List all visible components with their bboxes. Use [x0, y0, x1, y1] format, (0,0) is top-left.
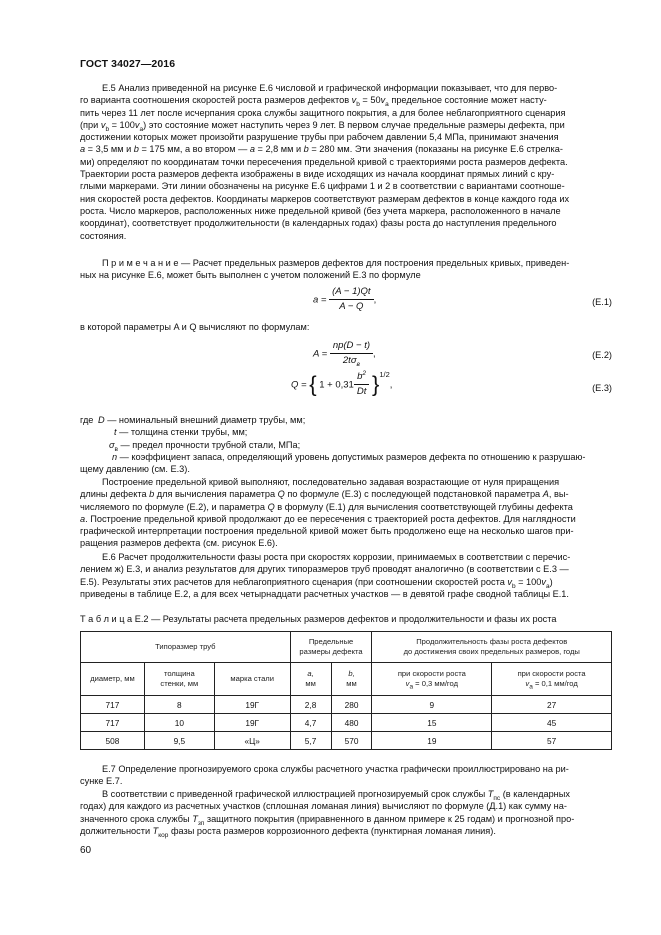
definition-n: n — коэффициент запаса, определяющий уровень допустимых размеров дефекта по отношению к разрушаю-: [112, 451, 586, 462]
table-row: 717 8 19Г 2,8 280 9 27: [81, 696, 612, 714]
header-wall: толщина стенки, мм: [144, 663, 214, 696]
header-a: a, мм: [290, 663, 331, 696]
table-caption: Т а б л и ц а Е.2 — Результаты расчета предельных размеров дефектов и продолжительности и фазы их роста: [80, 614, 557, 624]
header-b: b, мм: [331, 663, 372, 696]
definition-sigma: $\sigma_в$ — предел прочности трубной стали, МПа;: [109, 439, 301, 453]
note-label: П р и м е ч а н и е: [102, 258, 179, 268]
header-rate-01: при скорости роста $v_a = 0,1$ мм/год: [492, 663, 612, 696]
header-pipe-size: Типоразмер труб: [81, 632, 291, 663]
params-intro: в которой параметры A и Q вычисляют по формулам:: [80, 322, 310, 332]
definitions-list: где D — номинальный внешний диаметр трубы, мм; t — толщина стенки трубы, мм; $\sigma_в$ — предел прочности трубной стали, МПа; n — коэффициент запаса, определяющий уровень допустимых размеров дефекта по отношению к разрушаю- щему давлению (см. Е.3).: [80, 414, 612, 475]
table-subheader-row: [81, 663, 612, 696]
paragraph-e5: Е.5 Анализ приведенной на рисунке Е.6 числовой и графической информации показывает, что для перво- го варианта соотношения скоростей роста размеров дефектов $v_b = 50v_a$ предельное состояние может насту- пить через 11 лет после исчерпания срока службы защитного покрытия, а для более неблагоприятного сценария (при $v_b = 100v_a$) это состояние может наступить через 9 лет. В первом случае предельные размеры дефекта, при достижении которых может произойти разрушение трубы при рабочем давлении 5,4 МПа, принимают значения a = 3,5 мм и b = 175 мм, а во втором — a = 2,8 мм и b = 280 мм. Эти значения (показаны на рисунке Е.6 стрелка- ми) определяют по координатам точки пересечения предельной кривой с траекториями роста размеров дефекта. Траектории роста размеров дефекта изображены в виде исходящих из начала координат прямых линий с кру- глыми маркерами. Эти линии обозначены на рисунке Е.6 цифрами 1 и 2 в соответствии с вариантами соотноше- ния скоростей роста дефектов. Координаты маркеров соответствуют размерам дефектов в конце каждого года их роста. Число маркеров, расположенных ниже предельной кривой (без учета маркера, расположенного в начале координат), соответствует продолжительности (в календарных годах) фазы роста до наступления предельного состояния.: [80, 83, 570, 241]
header-duration: Продолжительность фазы роста дефектов до достижения своих предельных размеров, годы: [372, 632, 612, 663]
header-rate-03: при скорости роста $v_a = 0,3$ мм/год: [372, 663, 492, 696]
paragraph-e6: Е.6 Расчет продолжительности фазы роста при скоростях коррозии, принимаемых в соответствии с перечис- лением ж) Е.3, и анализ результатов для других типоразмеров труб проводят аналогично (в соответствии с Е.3 — Е.5). Результаты этих расчетов для неблагоприятного сценария (при соотношении скоростей роста $v_b = 100v_a$) приведены в таблице Е.2, а для всех четырнадцати расчетных участков — в девятой графе сводной таблицы Е.1.: [80, 552, 571, 599]
formula-e1-label: (Е.1): [592, 297, 612, 307]
note-paragraph: П р и м е ч а н и е — Расчет предельных размеров дефектов для построения предельных кривых, приведен- ных на рисунке Е.6, может быть выполнен с учетом положений Е.3 по формуле: [80, 258, 570, 281]
document-header: ГОСТ 34027—2016: [80, 58, 176, 70]
paragraph-service-life: В соответствии с приведенной графической иллюстрацией прогнозируемый срок службы $T_{пс}$ (в календарных годах) для каждого из расчетных участков (сплошная ломаная линия) вычисляют по формуле (Д.1) как сумму на- значенного срока службы $T_{зп}$ защитного покрытия (приравненного в данном примере к 25 годам) и прогнозной про- должительности $T_{кор}$ фазы роста размеров коррозионного дефекта (пунктирная ломаная линия).: [80, 789, 575, 839]
formula-e2: A = $\frac{np(D - t)}{2t\sigma_в}$ ,: [313, 340, 376, 369]
table-row: 508 9,5 «Ц» 5,7 570 19 57: [81, 732, 612, 750]
header-limit-sizes: Предельные размеры дефекта: [290, 632, 372, 663]
page-number: 60: [80, 845, 92, 856]
formula-e3: Q = { 1 + 0,31 $\frac{b^2}{Dt}$ }$^{1/2}$,: [291, 369, 393, 398]
table-row: 717 10 19Г 4,7 480 15 45: [81, 714, 612, 732]
header-grade: марка стали: [214, 663, 290, 696]
formula-e1: a = $\frac{(A - 1)Qt}{A - Q}$ ,: [313, 286, 377, 313]
header-diameter: диаметр, мм: [81, 663, 145, 696]
paragraph-curve-building: Построение предельной кривой выполняют, последовательно задавая возрастающие от нуля приращения длины дефекта b для вычисления параметра Q по формуле (Е.3) с последующей подстановкой параметра A, вы- числяемого по формуле (Е.2), и параметра Q в формулу (Е.1) для вычисления соответствующей глубины дефекта a. Построение предельной кривой продолжают до ее пересечения с траекторией роста дефектов. Для наглядности графической интерпретации построения предельной кривой может быть продолжено еще на несколько шагов при- ращения размеров дефекта (см. рисунок Е.6).: [80, 477, 576, 549]
definition-t: t — толщина стенки трубы, мм;: [114, 427, 248, 438]
results-table: [80, 631, 612, 750]
formula-e3-label: (Е.3): [592, 383, 612, 393]
paragraph-e7: Е.7 Определение прогнозируемого срока службы расчетного участка графически проиллюстрировано на ри- сунке Е.7.: [80, 764, 569, 787]
definition-D: где D — номинальный внешний диаметр трубы, мм;: [80, 415, 306, 425]
table-header-row: [81, 632, 612, 663]
formula-e2-label: (Е.2): [592, 350, 612, 360]
